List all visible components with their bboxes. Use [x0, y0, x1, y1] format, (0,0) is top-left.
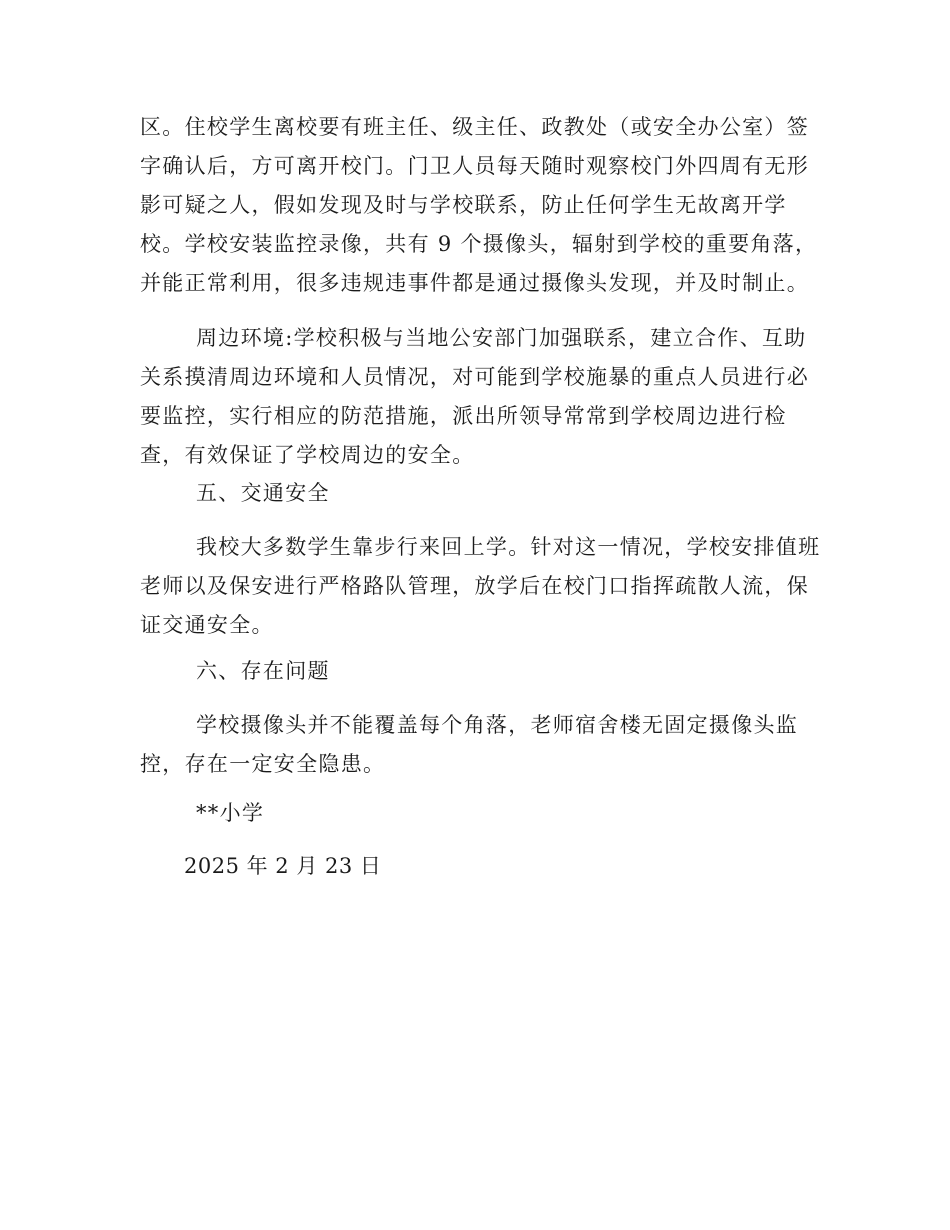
- paragraph-4-line-1: 学校摄像头并不能覆盖每个角落，老师宿舍楼无固定摄像头监: [196, 713, 799, 737]
- paragraph-1-line-5: 并能正常利用，很多违规违事件都是通过摄像头发现，并及时制止。: [140, 271, 809, 295]
- paragraph-3-line-3: 证交通安全。: [140, 613, 274, 637]
- paragraph-2-line-4: 查，有效保证了学校周边的安全。: [140, 443, 475, 467]
- signature-school-name: **小学: [196, 801, 265, 825]
- paragraph-2-line-2: 关系摸清周边环境和人员情况，对可能到学校施暴的重点人员进行必: [140, 365, 809, 389]
- paragraph-3-line-1: 我校大多数学生靠步行来回上学。针对这一情况，学校安排值班: [196, 535, 821, 559]
- section-heading-traffic-safety: 五、交通安全: [196, 481, 330, 505]
- paragraph-1-line-4: 校。学校安装监控录像，共有 9 个摄像头，辐射到学校的重要角落，: [140, 232, 818, 256]
- section-heading-existing-problems: 六、存在问题: [196, 659, 330, 683]
- paragraph-1-line-2: 字确认后，方可离开校门。门卫人员每天随时观察校门外四周有无形: [140, 154, 809, 178]
- paragraph-2-line-3: 要监控，实行相应的防范措施，派出所领导常常到学校周边进行检: [140, 404, 787, 428]
- paragraph-3-line-2: 老师以及保安进行严格路队管理，放学后在校门口指挥疏散人流，保: [140, 574, 809, 598]
- paragraph-1-line-1: 区。住校学生离校要有班主任、级主任、政教处（或安全办公室）签: [140, 115, 809, 139]
- paragraph-2-line-1: 周边环境:学校积极与当地公安部门加强联系，建立合作、互助: [196, 326, 807, 350]
- paragraph-4-line-2: 控，存在一定安全隐患。: [140, 752, 386, 776]
- document-date: 2025 年 2 月 23 日: [184, 854, 382, 878]
- paragraph-1-line-3: 影可疑之人，假如发现及时与学校联系，防止任何学生无故离开学: [140, 193, 787, 217]
